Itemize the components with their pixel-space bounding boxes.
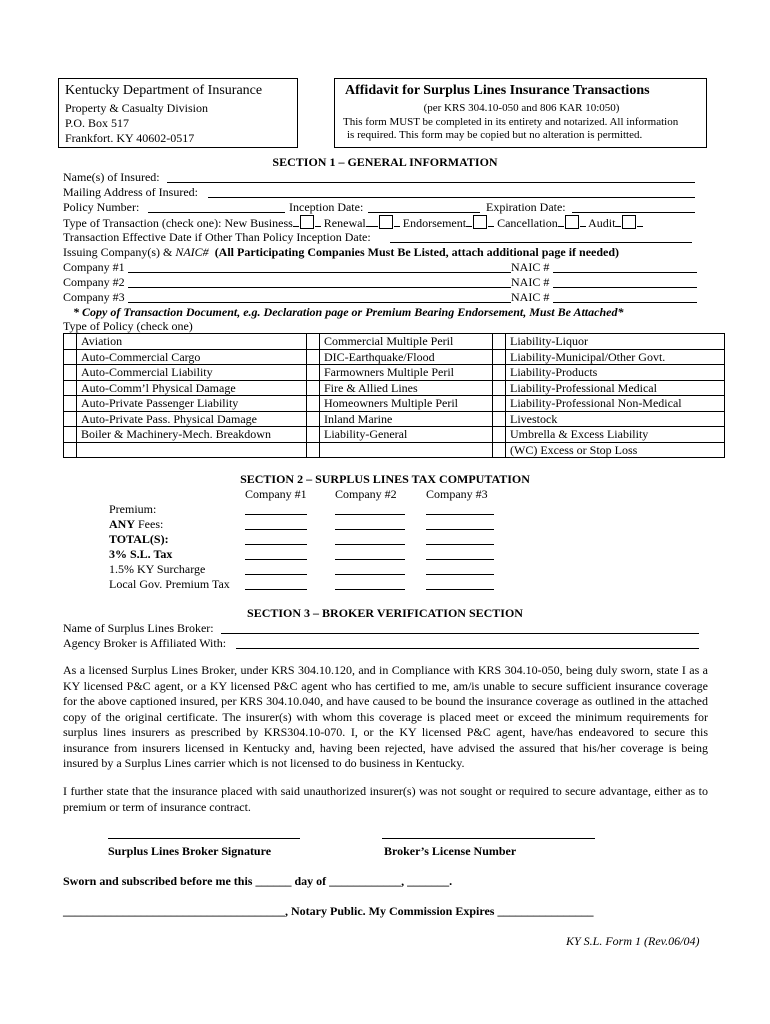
- company2-label: Company #2: [63, 275, 125, 289]
- notice-line-1: This form MUST be completed in its entirety and notarized. All information: [343, 116, 679, 128]
- section1-title: SECTION 1 – GENERAL INFORMATION: [272, 155, 498, 169]
- effective-row: [63, 230, 371, 245]
- issuing-instruction: (All Participating Companies Must Be Listed, attach additional page if needed): [214, 245, 620, 259]
- policy-type-checkbox[interactable]: [493, 396, 506, 412]
- policy-type-label: Auto-Commercial Cargo: [77, 349, 307, 365]
- sl-tax-label: 3% S.L. Tax: [109, 547, 173, 561]
- company3-label: Company #3: [63, 290, 125, 304]
- policy-type-label: Auto-Comm’l Physical Damage: [77, 380, 307, 396]
- policy-type-row: [64, 380, 725, 396]
- premium-label: Premium:: [109, 502, 157, 516]
- policy-type-label: Liability-Professional Medical: [506, 380, 725, 396]
- policy-type-checkbox[interactable]: [307, 442, 320, 458]
- policy-row: [63, 200, 139, 215]
- tax-field[interactable]: [426, 559, 494, 560]
- tax-field[interactable]: [426, 574, 494, 575]
- tax-field[interactable]: [335, 589, 405, 590]
- inception-field[interactable]: [368, 212, 480, 213]
- col-company2: Company #2: [335, 487, 397, 501]
- company3-row: [63, 290, 125, 305]
- tax-field[interactable]: [245, 544, 307, 545]
- tax-field[interactable]: [245, 559, 307, 560]
- license-field[interactable]: [382, 838, 595, 839]
- company1-row: [63, 260, 125, 275]
- policy-type-label: Auto-Private Pass. Physical Damage: [77, 411, 307, 427]
- tax-field[interactable]: [335, 559, 405, 560]
- copy-notice: * Copy of Transaction Document, e.g. Declaration page or Premium Bearing Endorsement, Must Be Attached*: [73, 305, 624, 319]
- any-label: ANY: [109, 517, 135, 531]
- city: Frankfort. KY 40602-0517: [65, 131, 195, 145]
- tax-field[interactable]: [245, 574, 307, 575]
- naic1-label: NAIC #: [511, 260, 550, 274]
- policy-type-label: Inland Marine: [320, 411, 493, 427]
- naic2-label: NAIC #: [511, 275, 550, 289]
- transaction-label: Type of Transaction (check one): New Business: [63, 216, 293, 230]
- tax-field[interactable]: [426, 544, 494, 545]
- tax-field[interactable]: [335, 529, 405, 530]
- endorsement-checkbox[interactable]: [473, 215, 487, 229]
- renewal-label: Renewal: [323, 216, 366, 230]
- policy-type-label: Homeowners Multiple Peril: [320, 396, 493, 412]
- tax-field[interactable]: [426, 589, 494, 590]
- agency-title: Kentucky Department of Insurance: [65, 83, 263, 98]
- tax-field[interactable]: [335, 544, 405, 545]
- policy-type-checkbox[interactable]: [493, 380, 506, 396]
- policy-type-label: Livestock: [506, 411, 725, 427]
- insured-field[interactable]: [167, 182, 695, 183]
- policy-type-row: [64, 349, 725, 365]
- fees-label: [109, 517, 163, 532]
- new-business-checkbox[interactable]: [300, 215, 314, 229]
- issuing-row: [63, 245, 619, 260]
- total-label: TOTAL(S):: [109, 532, 169, 546]
- endorsement-label: Endorsement: [402, 216, 467, 230]
- issuing-label: Issuing Company(s) &: [63, 245, 176, 259]
- cancellation-label: Cancellation: [497, 216, 558, 230]
- naic1-field[interactable]: [553, 272, 697, 273]
- policy-type-checkbox[interactable]: [493, 411, 506, 427]
- policy-type-checkbox[interactable]: [493, 334, 506, 350]
- policy-type-checkbox[interactable]: [307, 380, 320, 396]
- effective-date-field[interactable]: [390, 242, 692, 243]
- agency-field[interactable]: [236, 648, 699, 649]
- ky-surcharge-label: 1.5% KY Surcharge: [109, 562, 206, 576]
- col-company3: Company #3: [426, 487, 488, 501]
- policy-type-table: [63, 333, 725, 458]
- policy-type-label: Auto-Commercial Liability: [77, 365, 307, 381]
- policy-type-checkbox[interactable]: [307, 334, 320, 350]
- policy-type-label: Liability-Liquor: [506, 334, 725, 350]
- tax-field[interactable]: [426, 514, 494, 515]
- section2-title: SECTION 2 – SURPLUS LINES TAX COMPUTATION: [240, 472, 530, 486]
- agency-address-box: [58, 78, 298, 148]
- policy-type-checkbox[interactable]: [493, 349, 506, 365]
- policy-type-checkbox[interactable]: [307, 349, 320, 365]
- policy-type-label: Boiler & Machinery-Mech. Breakdown: [77, 427, 307, 443]
- policy-type-label: (WC) Excess or Stop Loss: [506, 442, 725, 458]
- policy-type-checkbox[interactable]: [64, 349, 77, 365]
- company3-field[interactable]: [128, 302, 511, 303]
- notice-line-2: is required. This form may be copied but no alteration is permitted.: [347, 129, 643, 141]
- policy-type-checkbox[interactable]: [307, 365, 320, 381]
- policy-type-label: Liability-Municipal/Other Govt.: [506, 349, 725, 365]
- naic3-field[interactable]: [553, 302, 697, 303]
- form-title-box: [334, 78, 707, 148]
- policy-type-label: Commercial Multiple Peril: [320, 334, 493, 350]
- policy-type-label: [77, 442, 307, 458]
- renewal-checkbox[interactable]: [379, 215, 393, 229]
- policy-type-checkbox[interactable]: [493, 365, 506, 381]
- policy-type-checkbox[interactable]: [64, 442, 77, 458]
- policy-type-checkbox[interactable]: [307, 427, 320, 443]
- company1-field[interactable]: [128, 272, 511, 273]
- sworn-statement: Sworn and subscribed before me this ______ day of ____________, _______.: [63, 874, 453, 888]
- mailing-field[interactable]: [208, 197, 695, 198]
- policy-type-label: DIC-Earthquake/Flood: [320, 349, 493, 365]
- effective-date-label: Transaction Effective Date if Other Than Policy Inception Date:: [63, 230, 371, 244]
- tax-field[interactable]: [245, 589, 307, 590]
- policy-type-checkbox[interactable]: [307, 411, 320, 427]
- inception-label: Inception Date:: [289, 200, 364, 214]
- local-tax-label: Local Gov. Premium Tax: [109, 577, 230, 591]
- policy-type-label: Liability-Products: [506, 365, 725, 381]
- form-id: KY S.L. Form 1 (Rev.06/04): [566, 934, 700, 948]
- expiration-field[interactable]: [572, 212, 695, 213]
- tax-field[interactable]: [426, 529, 494, 530]
- policy-type-checkbox[interactable]: [493, 442, 506, 458]
- policy-type-label: Fire & Allied Lines: [320, 380, 493, 396]
- signature-field[interactable]: [108, 838, 300, 839]
- statute-reference: (per KRS 304.10-050 and 806 KAR 10:050): [423, 102, 620, 114]
- policy-type-row: [64, 411, 725, 427]
- po-box: P.O. Box 517: [65, 116, 130, 130]
- section3-title: SECTION 3 – BROKER VERIFICATION SECTION: [247, 606, 523, 620]
- expiration-label: Expiration Date:: [486, 200, 566, 214]
- mailing-label: Mailing Address of Insured:: [63, 185, 198, 199]
- policy-type-row: [64, 334, 725, 350]
- policy-type-row: [64, 442, 725, 458]
- signature-label: Surplus Lines Broker Signature: [108, 844, 272, 858]
- policy-type-label: Liability-Professional Non-Medical: [506, 396, 725, 412]
- insured-row: [63, 170, 160, 185]
- broker-name-field[interactable]: [221, 633, 699, 634]
- naic2-field[interactable]: [553, 287, 697, 288]
- tax-field[interactable]: [335, 514, 405, 515]
- company2-row: [63, 275, 125, 290]
- policy-type-label: Type of Policy (check one): [63, 319, 193, 333]
- broker-name-label: Name of Surplus Lines Broker:: [63, 621, 214, 635]
- tax-field[interactable]: [245, 529, 307, 530]
- tax-field[interactable]: [245, 514, 307, 515]
- col-company1: Company #1: [245, 487, 307, 501]
- policy-type-label: Aviation: [77, 334, 307, 350]
- transaction-row: [63, 215, 643, 231]
- tax-field[interactable]: [335, 574, 405, 575]
- policy-number-field[interactable]: [148, 212, 285, 213]
- agency-label: Agency Broker is Affiliated With:: [63, 636, 227, 650]
- policy-number-label: Policy Number:: [63, 200, 140, 214]
- company2-field[interactable]: [128, 287, 511, 288]
- audit-checkbox[interactable]: [622, 215, 636, 229]
- affidavit-paragraph-2: I further state that the insurance placed with said unauthorized insurer(s) was not sought or required to secure advantage, either as to premium or term of insurance contract.: [63, 784, 708, 814]
- policy-type-checkbox[interactable]: [64, 411, 77, 427]
- mailing-row: [63, 185, 198, 200]
- notary-statement: _____________________________________, Notary Public. My Commission Expires ________________: [63, 904, 594, 918]
- policy-type-row: [64, 396, 725, 412]
- policy-type-label: Farmowners Multiple Peril: [320, 365, 493, 381]
- policy-type-checkbox[interactable]: [64, 365, 77, 381]
- policy-type-label: Liability-General: [320, 427, 493, 443]
- policy-type-checkbox[interactable]: [307, 396, 320, 412]
- form-title: Affidavit for Surplus Lines Insurance Transactions: [345, 83, 650, 98]
- company1-label: Company #1: [63, 260, 125, 274]
- naic-italic: NAIC#: [175, 245, 209, 259]
- license-label: Broker’s License Number: [384, 844, 517, 858]
- insured-label: Name(s) of Insured:: [63, 170, 160, 184]
- audit-label: Audit: [588, 216, 616, 230]
- policy-type-label: Auto-Private Passenger Liability: [77, 396, 307, 412]
- policy-type-checkbox[interactable]: [64, 380, 77, 396]
- naic3-label: NAIC #: [511, 290, 550, 304]
- policy-type-checkbox[interactable]: [64, 427, 77, 443]
- policy-type-row: [64, 427, 725, 443]
- policy-type-label: Umbrella & Excess Liability: [506, 427, 725, 443]
- policy-type-checkbox[interactable]: [493, 427, 506, 443]
- affidavit-paragraph-1: As a licensed Surplus Lines Broker, under KRS 304.10.120, and in Compliance with KRS 304.10-050, being duly sworn, state I as a KY licensed P&C agent, or a KY licensed P&C agent who has certified to me, am/is unable to secure sufficient insurance coverage for the above captioned insured, per KRS 304.10.040, and have caused to be bound the insurance coverage as outlined in the attached copy of the original certificate. The insurer(s) with whom this coverage is placed meet or exceed the minimum requirements for surplus lines insurers as prescribed by KRS304.10-070. I, or the KY licensed P&C agent, have/has endeavored to secure this insurance from insurers licensed in Kentucky and, having been rejected, have advised the assured that his/her coverage is being insured by a Surplus Lines carrier which is not licensed to do business in Kentucky.: [63, 663, 708, 770]
- policy-type-label: [320, 442, 493, 458]
- cancellation-checkbox[interactable]: [565, 215, 579, 229]
- fees-text: Fees:: [135, 517, 164, 531]
- division: Property & Casualty Division: [65, 101, 208, 115]
- policy-type-row: [64, 365, 725, 381]
- policy-type-checkbox[interactable]: [64, 396, 77, 412]
- policy-type-checkbox[interactable]: [64, 334, 77, 350]
